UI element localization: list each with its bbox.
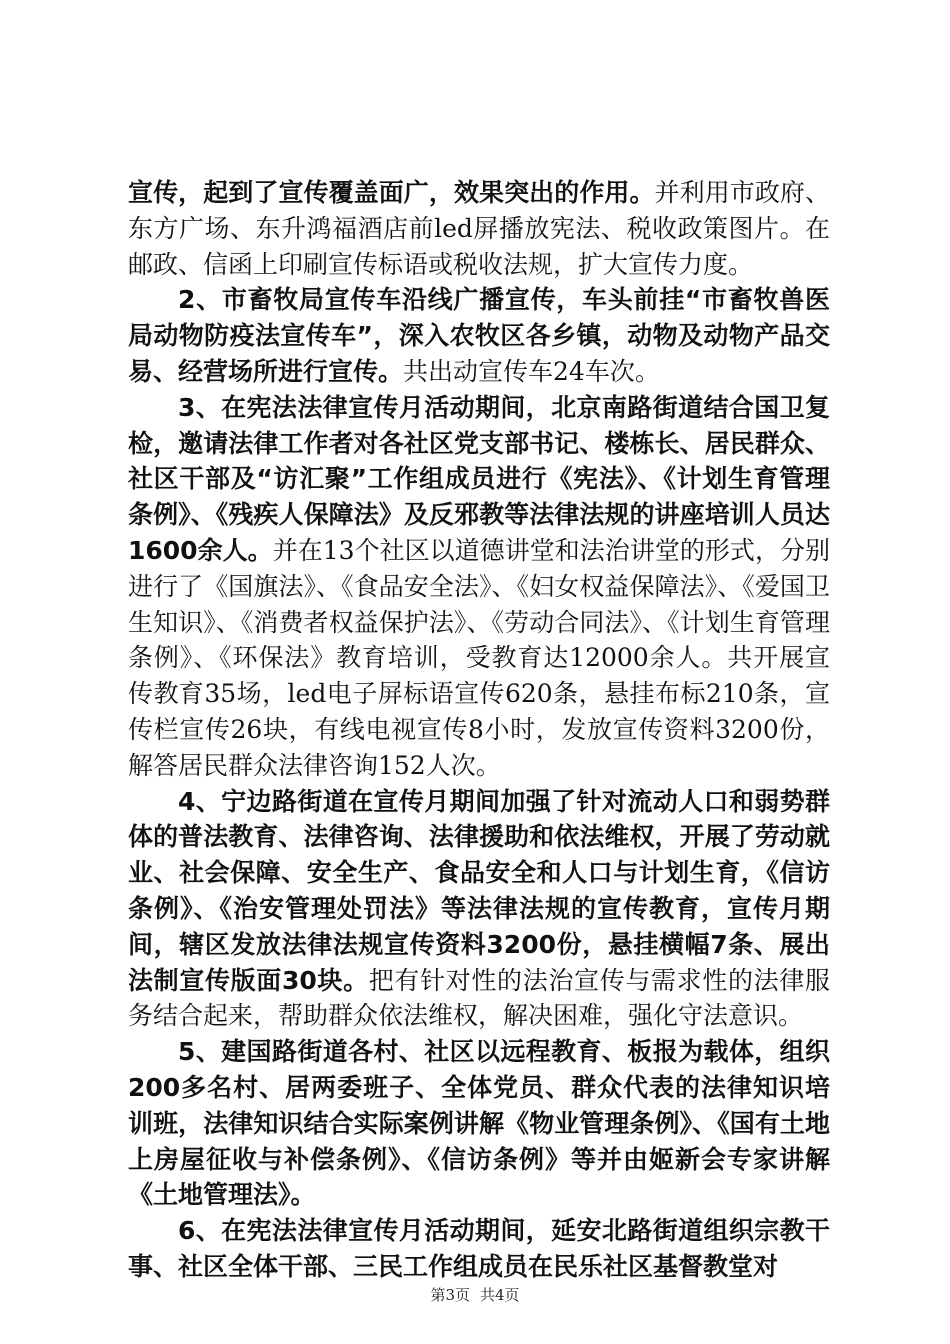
page-total: 共4页 bbox=[480, 1286, 520, 1304]
bold-text: 4、宁边路街道在宣传月期间加强了针对流动人口和弱势群体的普法教育、法律咨询、法律援助和依法维权，开展了劳动就业、社会保障、安全生产、食品安全和人口与计划生育，《信访条例》、《治安管理处罚法》等法律法规的宣传教育，宣传月期间，辖区发放法律法规宣传资料3200份，悬挂横幅7条、展出法制宣传版面30块。 bbox=[128, 786, 830, 995]
paragraph-item-6 bbox=[128, 1214, 830, 1286]
paragraph-continuation bbox=[128, 176, 830, 283]
document-body bbox=[128, 176, 830, 1286]
regular-text: 并利用市政府、东方广场、东升鸿福酒店前led屏播放宪法、税收政策图片。在邮政、信函上印刷宣传标语或税收法规，扩大宣传力度。 bbox=[128, 178, 830, 279]
bold-text: 2、市畜牧局宣传车沿线广播宣传，车头前挂“市畜牧兽医局动物防疫法宣传车”，深入农牧区各乡镇，动物及动物产品交易、经营场所进行宣传。 bbox=[128, 285, 830, 386]
page-number: 第3页 bbox=[430, 1286, 470, 1304]
paragraph-item-2 bbox=[128, 283, 830, 390]
regular-text: 并在13个社区以道德讲堂和法治讲堂的形式，分别进行了《国旗法》、《食品安全法》、《妇女权益保障法》、《爱国卫生知识》、《消费者权益保护法》、《劳动合同法》、《计划生育管理条例》、《环保法》教育培训，受教育达12000余人。共开展宣传教育35场，led电子屏标语宣传620条，悬挂布标210条，宣传栏宣传26块，有线电视宣传8小时，发放宣传资料3200份，解答居民群众法律咨询152人次。 bbox=[128, 535, 830, 780]
bold-text: 5、建国路街道各村、社区以远程教育、板报为载体，组织200多名村、居两委班子、全体党员、群众代表的法律知识培训班，法律知识结合实际案例讲解《物业管理条例》、《国有土地上房屋征收与补偿条例》、《信访条例》等并由姬新会专家讲解《土地管理法》。 bbox=[128, 1037, 830, 1210]
paragraph-item-4 bbox=[128, 785, 830, 1036]
page-footer bbox=[0, 1284, 950, 1305]
paragraph-item-5 bbox=[128, 1035, 830, 1214]
bold-text: 6、在宪法法律宣传月活动期间，延安北路街道组织宗教干事、社区全体干部、三民工作组成员在民乐社区基督教堂对 bbox=[128, 1216, 830, 1281]
bold-text: 3、在宪法法律宣传月活动期间，北京南路街道结合国卫复检，邀请法律工作者对各社区党支部书记、楼栋长、居民群众、社区干部及“访汇聚”工作组成员进行《宪法》、《计划生育管理条例》、《残疾人保障法》及反邪教等法律法规的讲座培训人员达1600余人。 bbox=[128, 392, 830, 565]
regular-text: 共出动宣传车24车次。 bbox=[403, 356, 660, 386]
paragraph-item-3 bbox=[128, 391, 830, 785]
regular-text: 把有针对性的法治宣传与需求性的法律服务结合起来，帮助群众依法维权，解决困难，强化守法意识。 bbox=[128, 965, 830, 1031]
bold-text: 宣传，起到了宣传覆盖面广，效果突出的作用。 bbox=[128, 178, 655, 207]
